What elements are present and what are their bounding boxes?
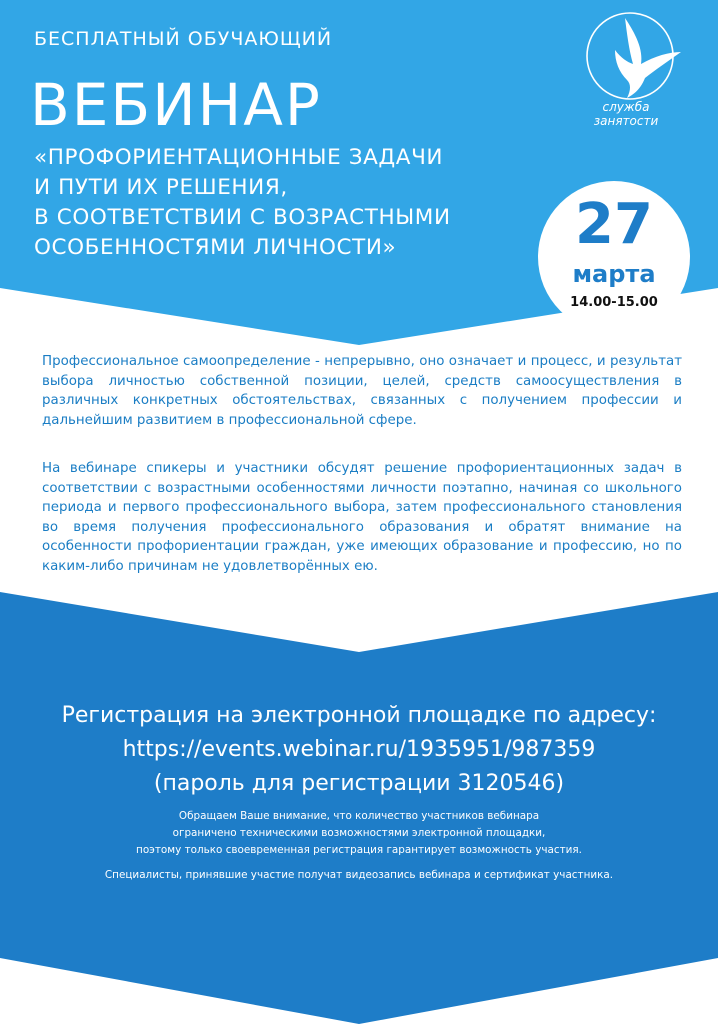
topic-line: И ПУТИ ИХ РЕШЕНИЯ, xyxy=(34,175,288,200)
webinar-topic xyxy=(34,143,451,263)
notice-line: поэтому только своевременная регистрация гарантирует возможность участия. xyxy=(136,844,582,856)
date-time: 14.00-15.00 xyxy=(570,295,658,310)
registration-url[interactable]: https://events.webinar.ru/1935951/987359 xyxy=(122,737,596,762)
description-paragraph-2: На вебинаре спикеры и участники обсудят решение профориентационных задач в соответствии с возрастными особенностями личности поэтапно, начиная со школьного периода и первого профессионального выбора, затем профессионального становления во время получения профессионального образования и обратят внимание на особенности профориентации граждан, уже имеющих образование и профессию, но по каким-либо причинам не удовлетворённых ею. xyxy=(42,461,682,574)
logo-line-2: занятости xyxy=(593,114,659,128)
date-month: марта xyxy=(572,260,656,288)
header-headline: ВЕБИНАР xyxy=(30,71,322,139)
header-kicker: БЕСПЛАТНЫЙ ОБУЧАЮЩИЙ xyxy=(34,28,333,50)
logo-line-1: служба xyxy=(602,100,650,114)
topic-line: В СООТВЕТСТВИИ С ВОЗРАСТНЫМИ xyxy=(34,205,451,230)
description-paragraph-1: Профессиональное самоопределение - непрерывно, оно означает и процесс, и результат выбора личностью собственной позиции, целей, средств самоосуществления в различных конкретных обстоятельствах, связанных с получением профессии и дальнейшим развитием в профессиональной сфере. xyxy=(42,354,682,428)
certificate-notice: Специалисты, принявшие участие получат видеозапись вебинара и сертификат участника. xyxy=(104,869,614,881)
topic-line: ОСОБЕННОСТЯМИ ЛИЧНОСТИ» xyxy=(34,235,397,260)
logo-text xyxy=(586,100,666,128)
notice-line: Обращаем Ваше внимание, что количество участников вебинара xyxy=(178,810,540,822)
notice-line: ограничено техническими возможностями электронной площадки, xyxy=(172,827,546,839)
notice-block xyxy=(40,808,678,859)
date-day: 27 xyxy=(575,192,653,257)
registration-password: (пароль для регистрации 3120546) xyxy=(153,771,565,796)
registration-heading: Регистрация на электронной площадке по адресу: xyxy=(61,703,657,728)
topic-line: «ПРОФОРИЕНТАЦИОННЫЕ ЗАДАЧИ xyxy=(34,145,444,170)
